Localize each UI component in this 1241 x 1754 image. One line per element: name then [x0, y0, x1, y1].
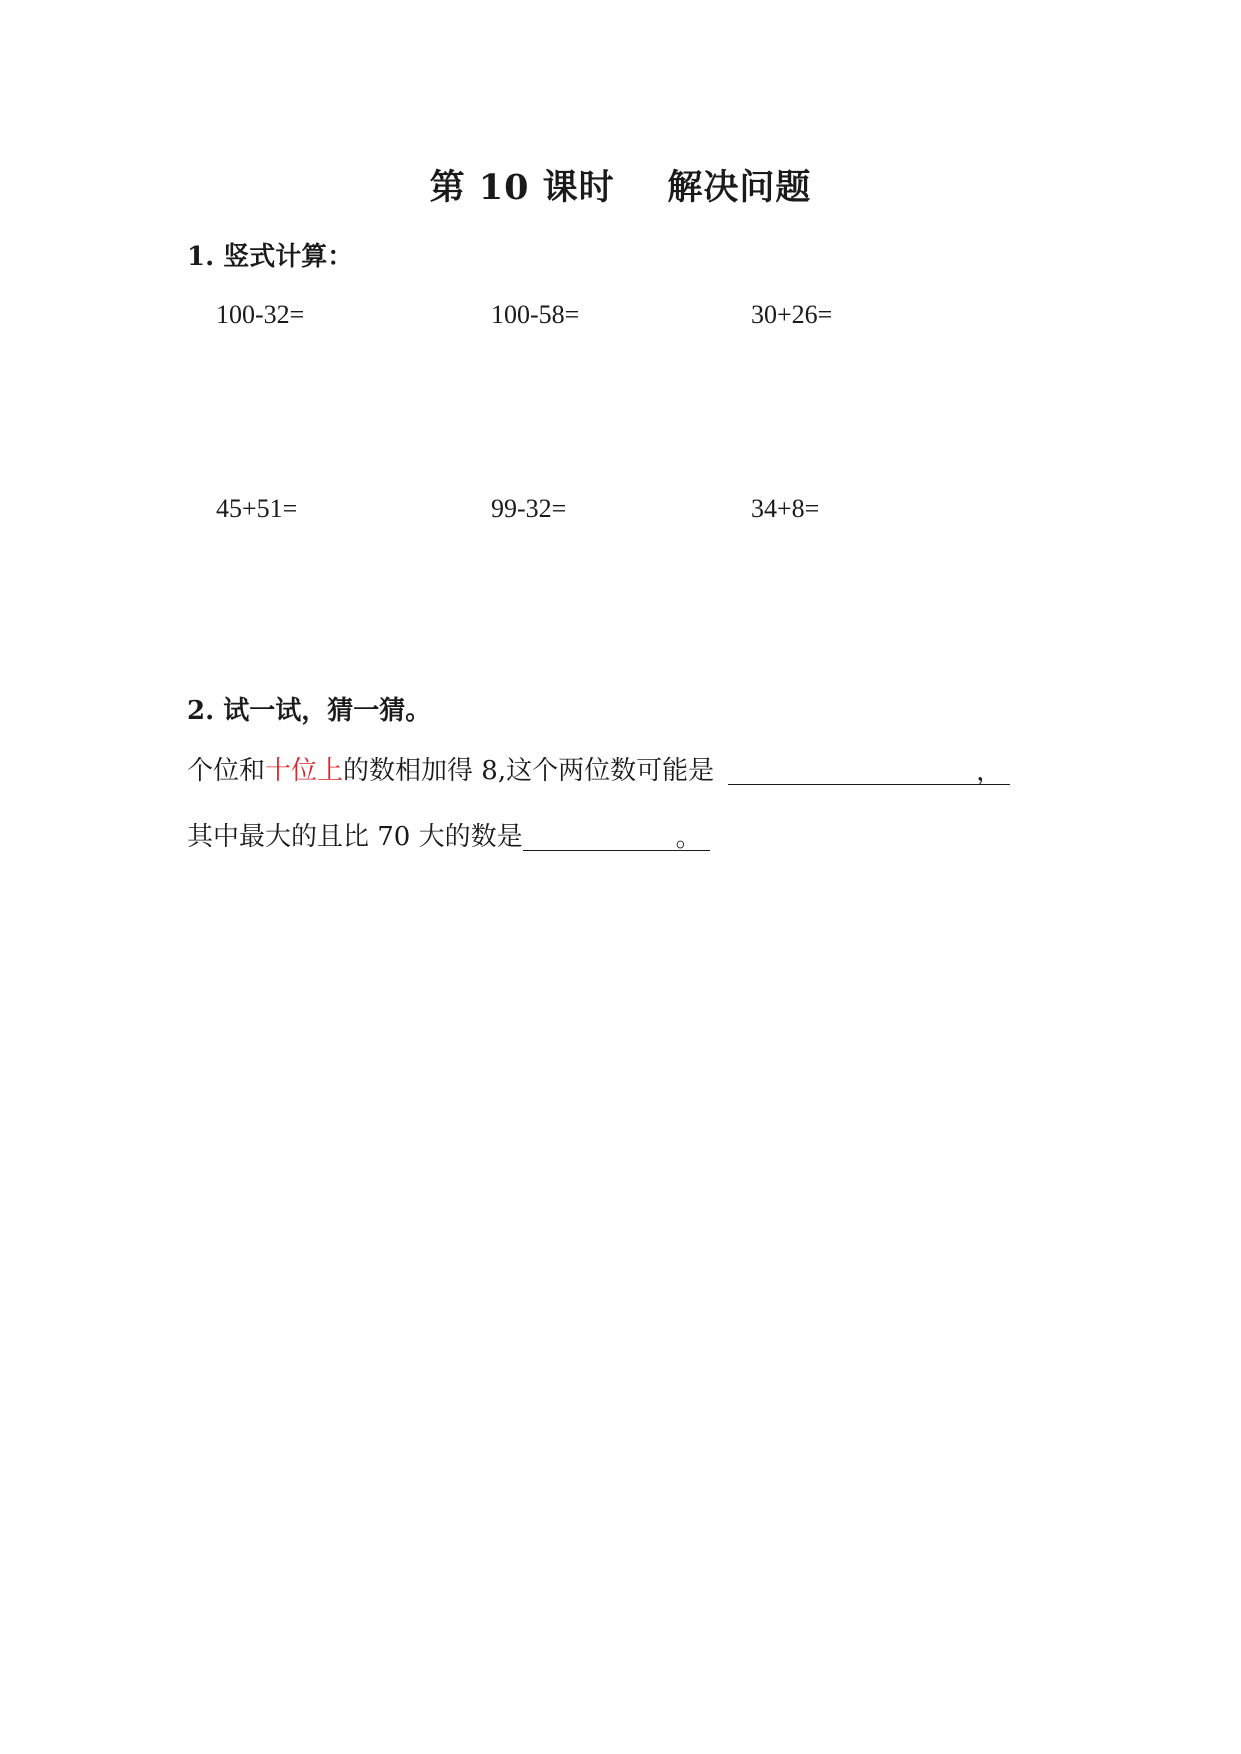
answer-blank-2[interactable]	[523, 822, 710, 851]
answer-blank-1[interactable]	[728, 756, 1010, 785]
question-line-1-rest: 的数相加得 8,这个两位数可能是	[343, 756, 715, 786]
question-line-1-start: 个位和	[187, 756, 266, 786]
problem-5: 99-32=	[491, 494, 567, 523]
highlighted-phrase: 十位上	[265, 756, 344, 786]
question-line-1	[187, 750, 1010, 787]
problem-6: 34+8=	[751, 494, 820, 523]
section-2-heading: 2. 试一试，猜一猜。	[187, 696, 432, 726]
answer-blank-2-punct: 。	[675, 823, 702, 853]
page-title: 第 10 课时 解决问题	[429, 167, 812, 208]
problem-2: 100-58=	[491, 300, 580, 329]
question-line-2	[187, 816, 710, 853]
answer-blank-1-punct: ，	[976, 757, 1003, 787]
problem-3: 30+26=	[751, 300, 833, 329]
section-1-heading: 1. 竖式计算：	[187, 242, 354, 272]
problem-1: 100-32=	[216, 300, 305, 329]
question-line-2-text: 其中最大的且比 70 大的数是	[187, 822, 523, 852]
problem-4: 45+51=	[216, 494, 298, 523]
